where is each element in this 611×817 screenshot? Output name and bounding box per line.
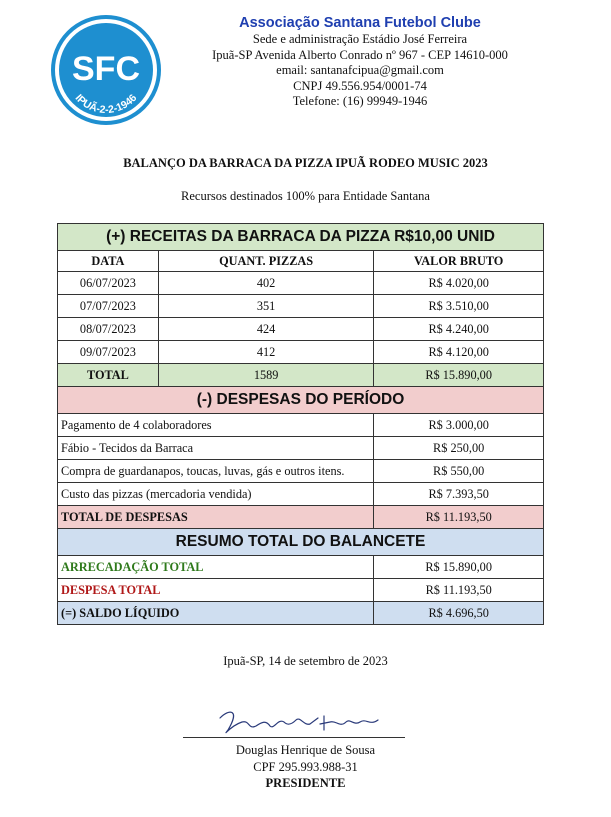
saldo-label: (=) SALDO LÍQUIDO bbox=[58, 602, 374, 625]
club-logo bbox=[50, 14, 162, 126]
expense-value: R$ 3.000,00 bbox=[374, 414, 544, 437]
col-header-value: VALOR BRUTO bbox=[374, 251, 544, 272]
expense-label: Compra de guardanapos, toucas, luvas, gás e outros itens. bbox=[58, 460, 374, 483]
expense-label: Pagamento de 4 colaboradores bbox=[58, 414, 374, 437]
document-title: BALANÇO DA BARRACA DA PIZZA IPUÃ RODEO MUSIC 2023 bbox=[123, 156, 488, 170]
expense-row bbox=[58, 483, 544, 506]
expense-value: R$ 550,00 bbox=[374, 460, 544, 483]
table-row bbox=[58, 295, 544, 318]
signer-block bbox=[0, 742, 611, 792]
header-line-address: Ipuã-SP Avenida Alberto Conrado nº 967 - CEP 14610-000 bbox=[212, 47, 508, 62]
row-qty: 402 bbox=[158, 272, 373, 295]
table-row bbox=[58, 341, 544, 364]
signer-cpf: CPF 295.993.988-31 bbox=[253, 759, 358, 774]
date-line: Ipuã-SP, 14 de setembro de 2023 bbox=[223, 654, 388, 668]
row-value: R$ 4.020,00 bbox=[374, 272, 544, 295]
row-qty: 424 bbox=[158, 318, 373, 341]
row-qty: 351 bbox=[158, 295, 373, 318]
despesa-total-value: R$ 11.193,50 bbox=[374, 579, 544, 602]
expense-value: R$ 250,00 bbox=[374, 437, 544, 460]
signer-name: Douglas Henrique de Sousa bbox=[235, 743, 376, 757]
summary-row bbox=[58, 556, 544, 579]
receitas-total-label: TOTAL bbox=[58, 364, 159, 387]
saldo-row bbox=[58, 602, 544, 625]
expense-row bbox=[58, 437, 544, 460]
signature-line bbox=[183, 737, 405, 738]
despesas-heading: (-) DESPESAS DO PERÍODO bbox=[58, 387, 544, 414]
receitas-total-qty: 1589 bbox=[158, 364, 373, 387]
receitas-total-value: R$ 15.890,00 bbox=[374, 364, 544, 387]
row-qty: 412 bbox=[158, 341, 373, 364]
expense-row bbox=[58, 460, 544, 483]
receitas-total-row bbox=[58, 364, 544, 387]
col-header-date: DATA bbox=[58, 251, 159, 272]
handwritten-signature bbox=[200, 700, 400, 740]
org-name: Associação Santana Futebol Clube bbox=[239, 15, 481, 31]
row-date: 08/07/2023 bbox=[58, 318, 159, 341]
header-line-phone: Telefone: (16) 99949-1946 bbox=[292, 94, 428, 108]
signer-role: PRESIDENTE bbox=[265, 776, 346, 790]
despesas-total-row bbox=[58, 506, 544, 529]
despesas-total-value: R$ 11.193,50 bbox=[374, 506, 544, 529]
saldo-value: R$ 4.696,50 bbox=[374, 602, 544, 625]
table-row bbox=[58, 318, 544, 341]
receitas-heading: (+) RECEITAS DA BARRACA DA PIZZA R$10,00 UNID bbox=[58, 224, 544, 251]
despesa-total-label: DESPESA TOTAL bbox=[58, 579, 374, 602]
row-value: R$ 4.240,00 bbox=[374, 318, 544, 341]
header-line-headquarters: Sede e administração Estádio José Ferreira bbox=[252, 32, 468, 46]
expense-label: Custo das pizzas (mercadoria vendida) bbox=[58, 483, 374, 506]
table-row bbox=[58, 272, 544, 295]
document-subtitle: Recursos destinados 100% para Entidade Santana bbox=[181, 189, 430, 203]
row-value: R$ 3.510,00 bbox=[374, 295, 544, 318]
expense-row bbox=[58, 414, 544, 437]
letterhead bbox=[195, 14, 525, 110]
header-line-email: email: santanafcipua@gmail.com bbox=[276, 63, 444, 77]
despesas-total-label: TOTAL DE DESPESAS bbox=[58, 506, 374, 529]
expense-label: Fábio - Tecidos da Barraca bbox=[58, 437, 374, 460]
logo-initials: SFC bbox=[72, 50, 140, 88]
row-value: R$ 4.120,00 bbox=[374, 341, 544, 364]
col-header-qty: QUANT. PIZZAS bbox=[158, 251, 373, 272]
row-date: 06/07/2023 bbox=[58, 272, 159, 295]
arrecadacao-label: ARRECADAÇÃO TOTAL bbox=[58, 556, 374, 579]
summary-row bbox=[58, 579, 544, 602]
expense-value: R$ 7.393,50 bbox=[374, 483, 544, 506]
arrecadacao-value: R$ 15.890,00 bbox=[374, 556, 544, 579]
row-date: 09/07/2023 bbox=[58, 341, 159, 364]
row-date: 07/07/2023 bbox=[58, 295, 159, 318]
balance-table bbox=[57, 223, 544, 625]
resumo-heading: RESUMO TOTAL DO BALANCETE bbox=[58, 529, 544, 556]
header-line-cnpj: CNPJ 49.556.954/0001-74 bbox=[293, 78, 427, 93]
logo-founded: IPUÃ-2-2-1946 bbox=[72, 92, 140, 117]
